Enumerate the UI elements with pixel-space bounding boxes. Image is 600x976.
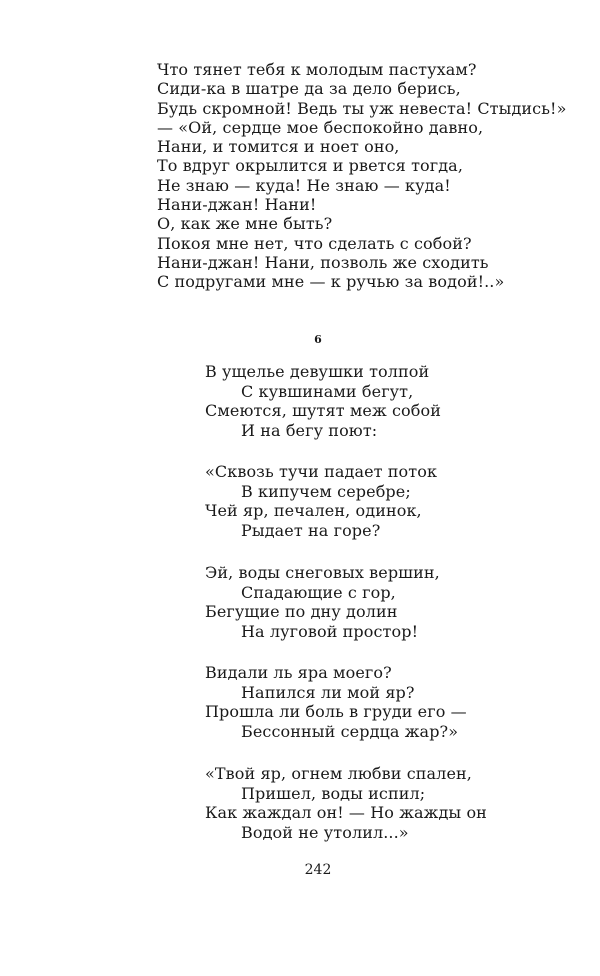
verse-line: Не знаю — куда! Не знаю — куда!: [157, 175, 451, 195]
section-number: 6: [314, 333, 322, 346]
verse-line: С кувшинами бегут,: [241, 381, 414, 401]
verse-line: В кипучем серебре;: [241, 481, 411, 501]
verse-line: Прошла ли боль в груди его —: [205, 702, 467, 721]
verse-line: Напился ли мой яр?: [241, 682, 415, 702]
stanza-5: [205, 764, 565, 842]
verse-line: Водой не утолил...»: [241, 822, 409, 842]
verse-line: О, как же мне быть?: [157, 214, 333, 234]
verse-line: На луговой простор!: [241, 621, 419, 641]
verse-line: Бессонный сердца жар?»: [241, 721, 459, 741]
verse-line: Что тянет тебя к молодым пастухам?: [157, 60, 477, 79]
verse-line: «Твой яр, огнем любви спален,: [205, 764, 472, 783]
stanza-4: [205, 663, 565, 741]
top-stanza: [157, 60, 577, 292]
verse-line: Пришел, воды испил;: [241, 783, 426, 803]
page-number: 242: [304, 862, 332, 878]
verse-line: Нани, и томится и ноет оно,: [157, 137, 400, 157]
verse-line: Сиди-ка в шатре да за дело берись,: [157, 79, 461, 99]
stanza-3: [205, 563, 565, 641]
verse-line: То вдруг окрылится и рвется тогда,: [157, 156, 464, 176]
verse-line: Спадающие с гор,: [241, 582, 396, 602]
stanza-1: [205, 362, 565, 440]
verse-line: Смеются, шутят меж собой: [205, 401, 441, 420]
verse-line: Эй, воды снеговых вершин,: [205, 563, 440, 582]
verse-line: И на бегу поют:: [241, 420, 378, 440]
verse-line: Нани-джан! Нани!: [157, 195, 317, 215]
verse-line: Будь скромной! Ведь ты уж невеста! Стыдись!»: [157, 98, 567, 118]
verse-line: Как жаждал он! — Но жажды он: [205, 803, 487, 822]
verse-line: Видали ль яра моего?: [205, 663, 392, 682]
verse-line: «Сквозь тучи падает поток: [205, 462, 438, 481]
verse-line: Покоя мне нет, что сделать с собой?: [157, 233, 472, 253]
verse-line: Бегущие по дну долин: [205, 602, 398, 621]
verse-line: Чей яр, печален, одинок,: [205, 501, 422, 520]
verse-line: Рыдает на горе?: [241, 520, 381, 540]
verse-line: С подругами мне — к ручью за водой!..»: [157, 272, 505, 292]
verse-line: Нани-джан! Нани, позволь же сходить: [157, 252, 489, 272]
stanza-2: [205, 462, 565, 540]
verse-line: — «Ой, сердце мое беспокойно давно,: [157, 117, 484, 137]
verse-line: В ущелье девушки толпой: [205, 362, 430, 381]
